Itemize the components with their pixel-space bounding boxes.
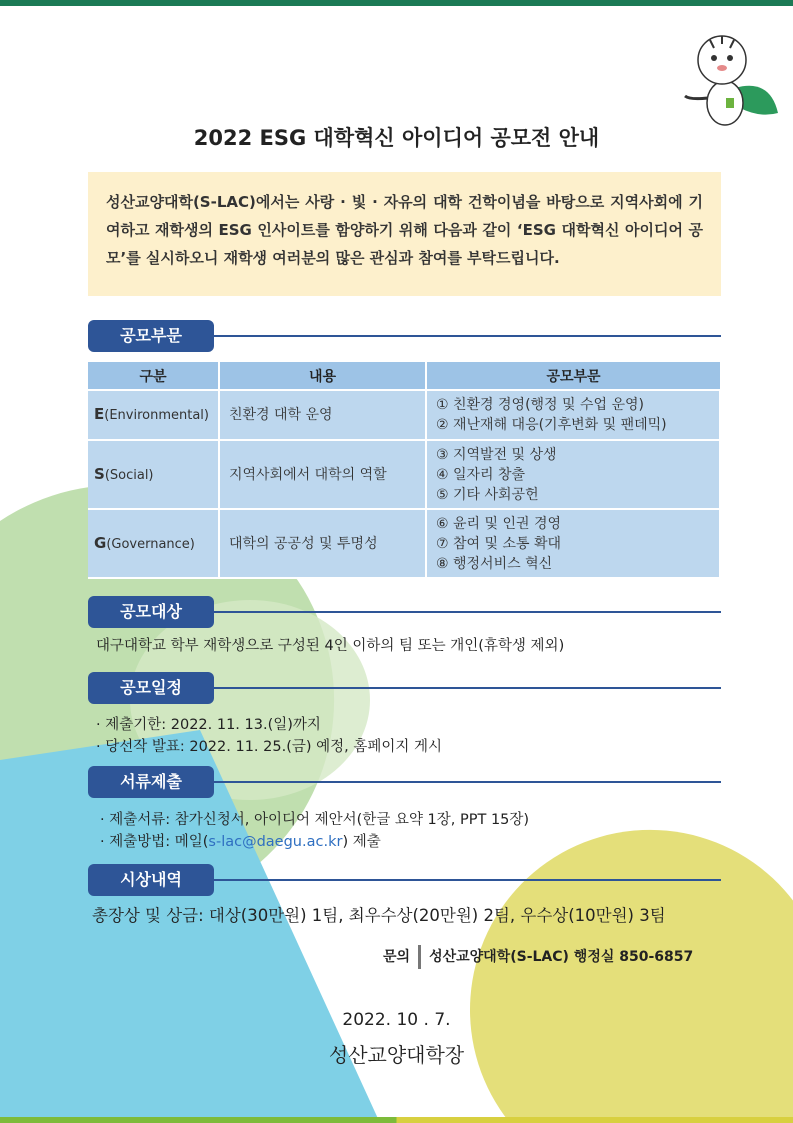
section-tag: 공모대상: [88, 596, 214, 628]
label: (Social): [104, 467, 154, 483]
item: ④ 일자리 창출: [436, 466, 526, 483]
content: 지역사회에서 대학의 역할: [219, 440, 426, 509]
issuer: 성산교양대학장: [328, 1043, 465, 1067]
section-schedule: [88, 672, 721, 706]
email-link[interactable]: s-lac@daegu.ac.kr: [208, 834, 343, 850]
contact-label: 문의: [383, 949, 411, 965]
divider: [214, 879, 721, 881]
item: ⑦ 참여 및 소통 확대: [436, 535, 562, 552]
contact-divider: [418, 945, 421, 969]
table-row: [88, 509, 720, 578]
table-row: [88, 390, 720, 440]
label: (Environmental): [104, 408, 209, 423]
section-tag: 서류제출: [88, 766, 214, 798]
item: ⑤ 기타 사회공헌: [436, 486, 539, 503]
divider: [214, 781, 721, 783]
item: ② 재난재해 대응(기후변화 및 팬데믹): [436, 417, 667, 433]
section-tag: 공모부문: [88, 320, 214, 352]
issue-date: 2022. 10 . 7.: [342, 1010, 451, 1030]
submission-method: [100, 832, 381, 852]
category-table: [88, 362, 721, 579]
section-target: [88, 596, 721, 630]
code: E: [94, 405, 105, 423]
item: ⑧ 행정서비스 혁신: [436, 555, 553, 572]
divider: [214, 687, 721, 689]
label: (Governance): [106, 536, 195, 552]
intro-box: 성산교양대학(S-LAC)에서는 사랑 · 빛 · 자유의 대학 건학이념을 바탕으로 지역사회에 기여하고 재학생의 ESG 인사이트를 함양하기 위해 다음과 같이 ‘ESG 대학혁신 아이디어 공모’를 실시하오니 재학생 여러분의 많은 관심과 참여를 부탁드립니다.: [88, 172, 721, 296]
target-text: 대구대학교 학부 재학생으로 구성된 4인 이하의 팀 또는 개인(휴학생 제외): [96, 638, 565, 654]
code: S: [94, 464, 105, 483]
section-category: [88, 320, 721, 354]
awards-text: 총장상 및 상금: 대상(30만원) 1팀, 최우수상(20만원) 2팀, 우수상(10만원) 3팀: [92, 906, 666, 925]
schedule-deadline: · 제출기한: 2022. 11. 13.(일)까지: [96, 717, 321, 733]
contact: [383, 945, 693, 969]
content: 대학의 공공성 및 투명성: [219, 509, 426, 578]
tiger-mascot-icon: [680, 28, 780, 133]
divider: [214, 611, 721, 613]
table-header: 공모부문: [426, 362, 720, 390]
item: ① 친환경 경영(행정 및 수업 운영): [436, 397, 645, 413]
section-submission: [88, 766, 721, 800]
section-awards: [88, 864, 721, 898]
page-title: 2022 ESG 대학혁신 아이디어 공모전 안내: [193, 126, 600, 150]
method-prefix: · 제출방법: 메일(: [100, 834, 209, 850]
contact-value: 성산교양대학(S-LAC) 행정실 850-6857: [429, 949, 694, 965]
table-header: 내용: [219, 362, 426, 390]
item: ⑥ 윤리 및 인권 경영: [436, 515, 562, 532]
section-tag: 시상내역: [88, 864, 214, 896]
divider: [214, 335, 721, 337]
table-header: 구분: [88, 362, 219, 390]
submission-docs: · 제출서류: 참가신청서, 아이디어 제안서(한글 요약 1장, PPT 15장): [100, 812, 530, 828]
schedule-announcement: · 당선작 발표: 2022. 11. 25.(금) 예정, 홈페이지 게시: [96, 739, 443, 755]
item: ③ 지역발전 및 상생: [436, 446, 557, 463]
content: 친환경 대학 운영: [219, 390, 426, 440]
section-tag: 공모일정: [88, 672, 214, 704]
method-suffix: ) 제출: [342, 834, 381, 850]
table-row: [88, 440, 720, 509]
code: G: [94, 533, 107, 552]
